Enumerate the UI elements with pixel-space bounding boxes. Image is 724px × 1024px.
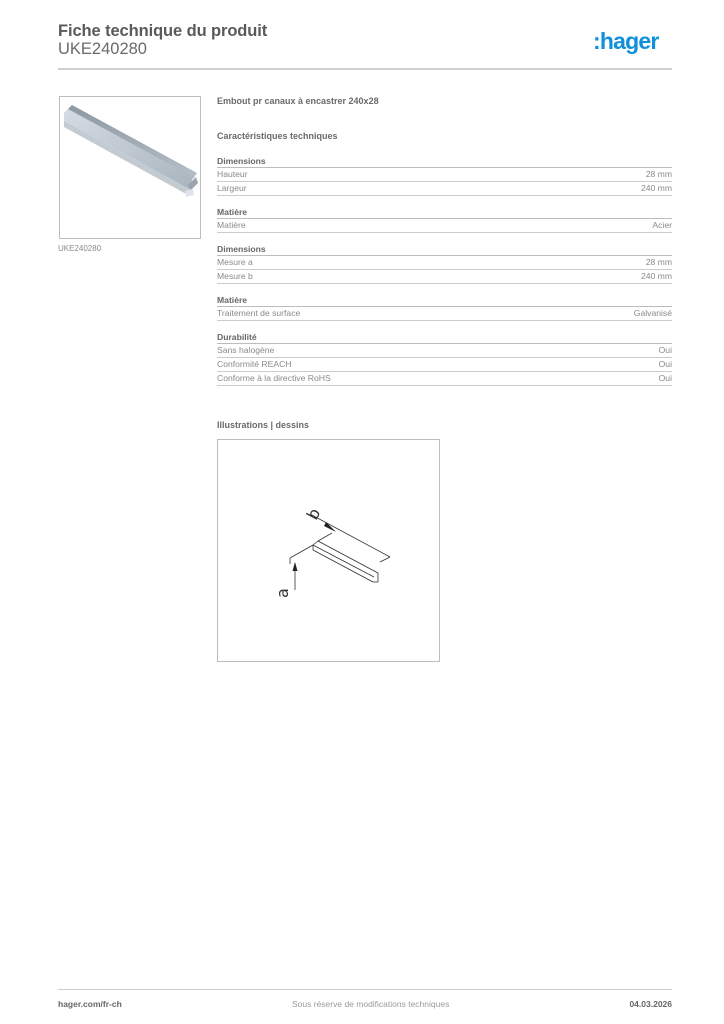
channel-end-cap-icon	[60, 97, 200, 238]
spec-value: Galvanisé	[633, 308, 672, 318]
spec-label: Matière	[217, 220, 246, 230]
product-code: UKE240280	[58, 40, 147, 58]
spec-label: Hauteur	[217, 169, 248, 179]
spec-value: 28 mm	[645, 169, 672, 179]
dimension-drawing	[217, 439, 440, 662]
header-divider	[58, 68, 672, 70]
tech-specs-heading: Caractéristiques techniques	[217, 131, 338, 141]
spec-row	[217, 256, 672, 270]
spec-value: Acier	[652, 220, 672, 230]
spec-label: Mesure b	[217, 271, 253, 281]
spec-group-material	[217, 206, 672, 233]
spec-value: Oui	[658, 345, 672, 355]
label-a: a	[273, 588, 292, 598]
product-name: Embout pr canaux à encastrer 240x28	[217, 96, 379, 106]
spec-group-title: Dimensions	[217, 243, 672, 256]
spec-value: Oui	[658, 373, 672, 383]
spec-row	[217, 182, 672, 196]
spec-value: 240 mm	[640, 271, 672, 281]
spec-group-title: Durabilité	[217, 331, 672, 344]
spec-row	[217, 168, 672, 182]
technical-drawing-icon	[218, 440, 439, 661]
spec-label: Conforme à la directive RoHS	[217, 373, 331, 383]
spec-group-dimensions	[217, 155, 672, 196]
footer-disclaimer: Sous réserve de modifications techniques	[292, 999, 450, 1009]
spec-label: Conformité REACH	[217, 359, 292, 369]
footer-date: 04.03.2026	[629, 999, 672, 1009]
spec-row	[217, 344, 672, 358]
spec-label: Mesure a	[217, 257, 253, 267]
spec-group-durability	[217, 331, 672, 386]
footer-website-link[interactable]: hager.com/fr-ch	[58, 999, 122, 1009]
spec-label: Traitement de surface	[217, 308, 301, 318]
spec-group-title: Dimensions	[217, 155, 672, 168]
spec-row	[217, 358, 672, 372]
spec-row	[217, 219, 672, 233]
spec-row	[217, 372, 672, 386]
spec-group-material-2	[217, 294, 672, 321]
spec-row	[217, 307, 672, 321]
spec-group-title: Matière	[217, 206, 672, 219]
page-title: Fiche technique du produit	[58, 22, 268, 40]
hager-logo: :hager	[593, 28, 659, 54]
spec-group-title: Matière	[217, 294, 672, 307]
spec-row	[217, 270, 672, 284]
spec-label: Sans halogène	[217, 345, 275, 355]
spec-table	[217, 155, 672, 396]
illustrations-heading: Illustrations | dessins	[217, 420, 310, 430]
product-photo	[59, 96, 201, 239]
spec-value: Oui	[658, 359, 672, 369]
spec-group-dimensions-2	[217, 243, 672, 284]
footer-divider	[58, 989, 672, 990]
spec-label: Largeur	[217, 183, 247, 193]
spec-value: 240 mm	[640, 183, 672, 193]
spec-value: 28 mm	[645, 257, 672, 267]
product-image-caption: UKE240280	[58, 244, 102, 253]
label-b: b	[302, 504, 325, 523]
